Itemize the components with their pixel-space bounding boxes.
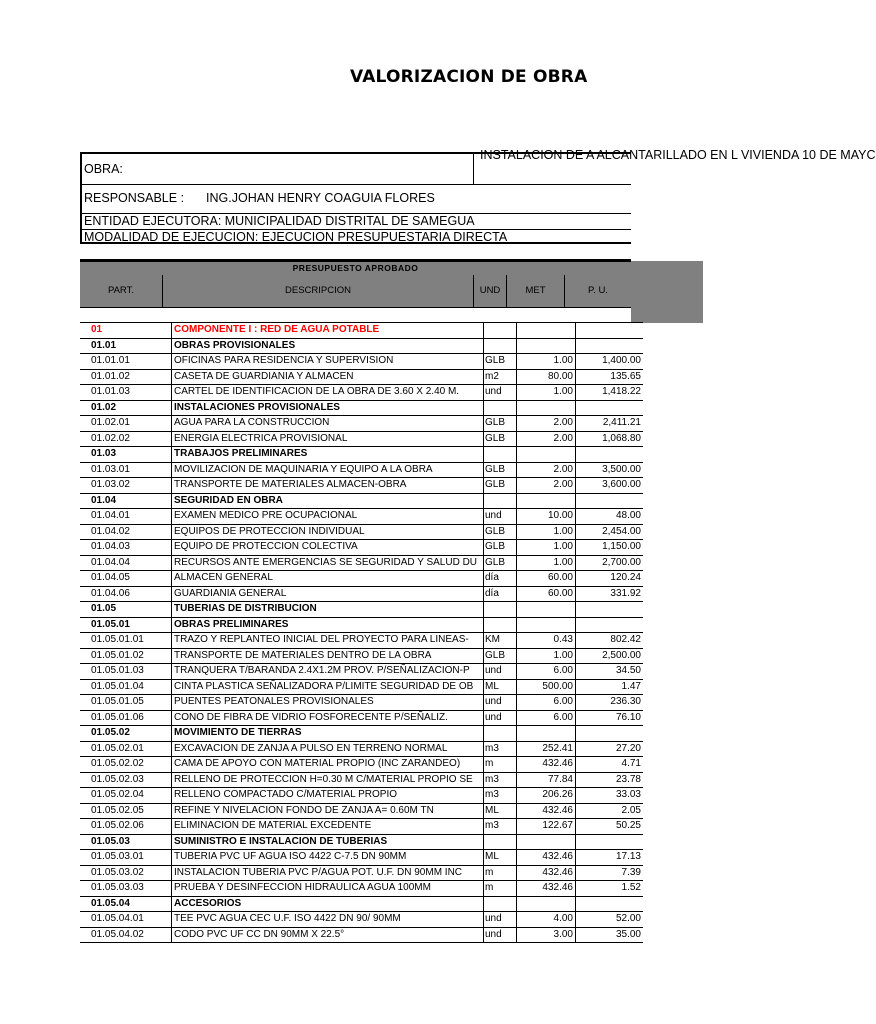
table-row [80,540,643,556]
unit-cell [484,400,517,416]
quantity-cell: 3.00 [517,927,576,943]
part-cell: 01.05.01 [80,617,172,633]
table-row [80,679,643,695]
quantity-cell: 2.00 [517,478,576,494]
unit-cell [484,338,517,354]
unit-price-cell: 34.50 [576,664,644,680]
description-cell: RECURSOS ANTE EMERGENCIAS SE SEGURIDAD Y SALUD DU [172,555,484,571]
unit-price-cell: 120.24 [576,571,644,587]
section-row [80,338,643,354]
description-cell: GUARDIANIA GENERAL [172,586,484,602]
quantity-cell: 80.00 [517,369,576,385]
quantity-cell: 1.00 [517,648,576,664]
description-cell: RELLENO DE PROTECCION H=0.30 M C/MATERIAL PROPIO SE [172,772,484,788]
part-cell: 01.04.01 [80,509,172,525]
description-cell: TEE PVC AGUA CEC U.F. ISO 4422 DN 90/ 90MM [172,912,484,928]
part-cell: 01.01 [80,338,172,354]
responsable-value: ING.JOHAN HENRY COAGUIA FLORES [206,191,435,205]
table-row [80,633,643,649]
quantity-cell: 0.43 [517,633,576,649]
description-cell: OBRAS PRELIMINARES [172,617,484,633]
quantity-cell: 2.00 [517,416,576,432]
col-header-descripcion: DESCRIPCION [162,275,473,307]
part-cell: 01.05.02.06 [80,819,172,835]
unit-price-cell: 48.00 [576,509,644,525]
quantity-cell: 2.00 [517,462,576,478]
unit-price-cell: 50.25 [576,819,644,835]
quantity-cell: 252.41 [517,741,576,757]
quantity-cell: 4.00 [517,912,576,928]
unit-cell [484,617,517,633]
quantity-cell [517,726,576,742]
part-cell: 01.05.03 [80,834,172,850]
unit-cell: m2 [484,369,517,385]
unit-cell: m [484,865,517,881]
part-cell: 01.05.01.01 [80,633,172,649]
col-header-part: PART. [80,275,162,307]
part-cell: 01.02.01 [80,416,172,432]
part-cell: 01.01.03 [80,385,172,401]
description-cell: REFINE Y NIVELACION FONDO DE ZANJA A= 0.60M TN [172,803,484,819]
description-cell: EQUIPO DE PROTECCION COLECTIVA [172,540,484,556]
description-cell: SEGURIDAD EN OBRA [172,493,484,509]
part-cell: 01.04.04 [80,555,172,571]
part-cell: 01.05.03.03 [80,881,172,897]
quantity-cell: 60.00 [517,586,576,602]
unit-price-cell: 4.71 [576,757,644,773]
unit-price-cell: 802.42 [576,633,644,649]
presupuesto-aprobado-header: PRESUPUESTO APROBADO [80,262,631,276]
unit-price-cell [576,834,644,850]
unit-price-cell: 76.10 [576,710,644,726]
table-row [80,927,643,943]
quantity-cell: 206.26 [517,788,576,804]
obra-value-cell [473,148,876,185]
unit-cell: und [484,385,517,401]
unit-price-cell: 331.92 [576,586,644,602]
unit-price-cell: 35.00 [576,927,644,943]
part-cell: 01.05.02 [80,726,172,742]
unit-cell: und [484,710,517,726]
unit-price-cell: 2,500.00 [576,648,644,664]
unit-cell [484,493,517,509]
col-header-pu: P. U. [564,275,631,307]
part-cell: 01.05.04 [80,896,172,912]
unit-cell: GLB [484,431,517,447]
part-cell: 01.05.02.02 [80,757,172,773]
obra-value: INSTALACION DE A ALCANTARILLADO EN L VIVIENDA 10 DE MAYC [480,148,876,162]
unit-cell: GLB [484,478,517,494]
description-cell: PRUEBA Y DESINFECCION HIDRAULICA AGUA 100MM [172,881,484,897]
unit-price-cell: 2.05 [576,803,644,819]
description-cell: CONO DE FIBRA DE VIDRIO FOSFORECENTE P/SEÑALIZ. [172,710,484,726]
unit-price-cell: 2,454.00 [576,524,644,540]
part-cell: 01.05.02.01 [80,741,172,757]
part-cell: 01.05.04.02 [80,927,172,943]
unit-price-cell: 27.20 [576,741,644,757]
description-cell: COMPONENTE I : RED DE AGUA POTABLE [172,323,484,339]
table-row [80,865,643,881]
description-cell: ELIMINACION DE MATERIAL EXCEDENTE [172,819,484,835]
description-cell: CINTA PLASTICA SEÑALIZADORA P/LIMITE SEGURIDAD DE OB [172,679,484,695]
description-cell: PUENTES PEATONALES PROVISIONALES [172,695,484,711]
quantity-cell: 1.00 [517,385,576,401]
table-row [80,354,643,370]
unit-cell: GLB [484,540,517,556]
description-cell: CODO PVC UF CC DN 90MM X 22.5° [172,927,484,943]
quantity-cell: 122.67 [517,819,576,835]
quantity-cell: 10.00 [517,509,576,525]
unit-cell [484,602,517,618]
quantity-cell: 432.46 [517,865,576,881]
part-cell: 01.05.01.03 [80,664,172,680]
responsable-row [82,185,631,214]
unit-price-cell: 1.52 [576,881,644,897]
quantity-cell [517,493,576,509]
quantity-cell: 432.46 [517,881,576,897]
unit-cell: ML [484,803,517,819]
quantity-cell: 432.46 [517,757,576,773]
description-cell: AGUA PARA LA CONSTRUCCION [172,416,484,432]
header-gray-extension [631,261,703,323]
part-cell: 01.01.02 [80,369,172,385]
unit-cell [484,834,517,850]
unit-price-cell: 1,418.22 [576,385,644,401]
quantity-cell: 2.00 [517,431,576,447]
description-cell: INSTALACION TUBERIA PVC P/AGUA POT. U.F. DN 90MM INC [172,865,484,881]
part-cell: 01.02.02 [80,431,172,447]
unit-cell: ML [484,850,517,866]
table-row [80,648,643,664]
quantity-cell [517,896,576,912]
part-cell: 01.04.03 [80,540,172,556]
unit-price-cell [576,602,644,618]
table-row [80,586,643,602]
obra-label: OBRA: [84,162,123,176]
unit-price-cell [576,896,644,912]
part-cell: 01.01.01 [80,354,172,370]
unit-cell: und [484,509,517,525]
modalidad-row: MODALIDAD DE EJECUCION: EJECUCION PRESUPUESTARIA DIRECTA [84,230,508,244]
table-row [80,772,643,788]
entidad-row: ENTIDAD EJECUTORA: MUNICIPALIDAD DISTRITAL DE SAMEGUA [82,214,631,230]
unit-price-cell: 3,600.00 [576,478,644,494]
unit-cell: día [484,571,517,587]
description-cell: ENERGIA ELECTRICA PROVISIONAL [172,431,484,447]
description-cell: SUMINISTRO E INSTALACION DE TUBERIAS [172,834,484,850]
description-cell: OFICINAS PARA RESIDENCIA Y SUPERVISION [172,354,484,370]
description-cell: RELLENO COMPACTADO C/MATERIAL PROPIO [172,788,484,804]
quantity-cell [517,400,576,416]
unit-price-cell: 33.03 [576,788,644,804]
part-cell: 01.05.03.01 [80,850,172,866]
table-row [80,850,643,866]
unit-cell [484,726,517,742]
description-cell: CAMA DE APOYO CON MATERIAL PROPIO (INC ZARANDEO) [172,757,484,773]
unit-cell: día [484,586,517,602]
unit-price-cell [576,447,644,463]
responsable-label: RESPONSABLE : [84,191,185,205]
table-row [80,664,643,680]
unit-cell: ML [484,679,517,695]
unit-cell: m [484,757,517,773]
table-row [80,509,643,525]
quantity-cell [517,834,576,850]
table-row [80,803,643,819]
project-info-box [80,148,876,244]
table-row [80,478,643,494]
description-cell: EXCAVACION DE ZANJA A PULSO EN TERRENO NORMAL [172,741,484,757]
unit-cell [484,323,517,339]
description-cell: EXAMEN MEDICO PRE OCUPACIONAL [172,509,484,525]
unit-cell: GLB [484,416,517,432]
part-cell: 01.05.02.03 [80,772,172,788]
description-cell: TRANSPORTE DE MATERIALES ALMACEN-OBRA [172,478,484,494]
unit-price-cell: 1,400.00 [576,354,644,370]
col-header-und: UND [473,275,506,307]
table-row [80,881,643,897]
table-row [80,369,643,385]
unit-cell: und [484,695,517,711]
unit-price-cell: 1,150.00 [576,540,644,556]
unit-cell: und [484,664,517,680]
quantity-cell: 1.00 [517,354,576,370]
description-cell: TUBERIA PVC UF AGUA ISO 4422 C-7.5 DN 90MM [172,850,484,866]
part-cell: 01.05.01.02 [80,648,172,664]
unit-price-cell: 135.65 [576,369,644,385]
table-row [80,710,643,726]
unit-price-cell: 1,068.80 [576,431,644,447]
description-cell: TUBERIAS DE DISTRIBUCION [172,602,484,618]
description-cell: TRANSPORTE DE MATERIALES DENTRO DE LA OBRA [172,648,484,664]
part-cell: 01.05.01.05 [80,695,172,711]
table-row [80,912,643,928]
table-row [80,555,643,571]
section-row [80,896,643,912]
unit-cell: GLB [484,648,517,664]
part-cell: 01.05.02.05 [80,803,172,819]
section-row [80,447,643,463]
unit-cell [484,896,517,912]
obra-row [82,148,876,185]
table-row [80,741,643,757]
description-cell: MOVIMIENTO DE TIERRAS [172,726,484,742]
unit-price-cell: 2,700.00 [576,555,644,571]
unit-price-cell [576,400,644,416]
table-header [80,259,631,308]
quantity-cell: 500.00 [517,679,576,695]
part-cell: 01.03.02 [80,478,172,494]
table-row [80,524,643,540]
unit-cell: und [484,912,517,928]
part-cell: 01.03 [80,447,172,463]
unit-price-cell: 3,500.00 [576,462,644,478]
section-row [80,834,643,850]
quantity-cell: 6.00 [517,710,576,726]
unit-price-cell: 17.13 [576,850,644,866]
unit-price-cell: 2,411.21 [576,416,644,432]
quantity-cell: 77.84 [517,772,576,788]
unit-price-cell: 52.00 [576,912,644,928]
quantity-cell: 432.46 [517,850,576,866]
description-cell: OBRAS PROVISIONALES [172,338,484,354]
description-cell: TRAZO Y REPLANTEO INICIAL DEL PROYECTO PARA LINEAS- [172,633,484,649]
col-header-met: MET [506,275,564,307]
quantity-cell [517,338,576,354]
description-cell: EQUIPOS DE PROTECCION INDIVIDUAL [172,524,484,540]
unit-price-cell [576,323,644,339]
description-cell: CASETA DE GUARDIANIA Y ALMACEN [172,369,484,385]
unit-cell: m3 [484,772,517,788]
description-cell: INSTALACIONES PROVISIONALES [172,400,484,416]
table-row [80,416,643,432]
unit-cell: GLB [484,524,517,540]
description-cell: MOVILIZACION DE MAQUINARIA Y EQUIPO A LA OBRA [172,462,484,478]
unit-cell: m3 [484,788,517,804]
quantity-cell: 60.00 [517,571,576,587]
unit-cell: m3 [484,819,517,835]
table-row [80,385,643,401]
part-cell: 01.04.05 [80,571,172,587]
part-cell: 01.05 [80,602,172,618]
section-row [80,726,643,742]
quantity-cell [517,447,576,463]
part-cell: 01.05.01.06 [80,710,172,726]
part-cell: 01.04.06 [80,586,172,602]
budget-table-body [80,323,643,943]
unit-cell: KM [484,633,517,649]
part-cell: 01 [80,323,172,339]
table-row [80,757,643,773]
page-title: VALORIZACION DE OBRA [350,67,588,87]
unit-price-cell [576,617,644,633]
unit-price-cell [576,493,644,509]
budget-table [80,322,643,943]
quantity-cell: 1.00 [517,555,576,571]
part-cell: 01.05.01.04 [80,679,172,695]
quantity-cell: 6.00 [517,664,576,680]
unit-price-cell: 23.78 [576,772,644,788]
quantity-cell [517,617,576,633]
quantity-cell: 6.00 [517,695,576,711]
table-row [80,431,643,447]
unit-cell: m [484,881,517,897]
section-row [80,617,643,633]
quantity-cell: 1.00 [517,540,576,556]
part-cell: 01.03.01 [80,462,172,478]
section-row [80,602,643,618]
unit-cell: GLB [484,354,517,370]
description-cell: TRABAJOS PRELIMINARES [172,447,484,463]
unit-price-cell: 1.47 [576,679,644,695]
section-row [80,400,643,416]
part-cell: 01.02 [80,400,172,416]
part-cell: 01.04.02 [80,524,172,540]
table-row [80,462,643,478]
quantity-cell [517,323,576,339]
component-row [80,323,643,339]
unit-price-cell [576,726,644,742]
part-cell: 01.04 [80,493,172,509]
section-row [80,493,643,509]
description-cell: ACCESORIOS [172,896,484,912]
table-row [80,819,643,835]
table-row [80,571,643,587]
part-cell: 01.05.04.01 [80,912,172,928]
unit-cell: GLB [484,555,517,571]
table-row [80,695,643,711]
unit-cell: GLB [484,462,517,478]
part-cell: 01.05.03.02 [80,865,172,881]
description-cell: CARTEL DE IDENTIFICACION DE LA OBRA DE 3.60 X 2.40 M. [172,385,484,401]
part-cell: 01.05.02.04 [80,788,172,804]
quantity-cell: 432.46 [517,803,576,819]
quantity-cell [517,602,576,618]
description-cell: TRANQUERA T/BARANDA 2.4X1.2M PROV. P/SEÑALIZACION-P [172,664,484,680]
unit-cell: m3 [484,741,517,757]
quantity-cell: 1.00 [517,524,576,540]
unit-cell: und [484,927,517,943]
description-cell: ALMACEN GENERAL [172,571,484,587]
unit-price-cell: 236.30 [576,695,644,711]
unit-price-cell [576,338,644,354]
unit-price-cell: 7.39 [576,865,644,881]
table-row [80,788,643,804]
unit-cell [484,447,517,463]
